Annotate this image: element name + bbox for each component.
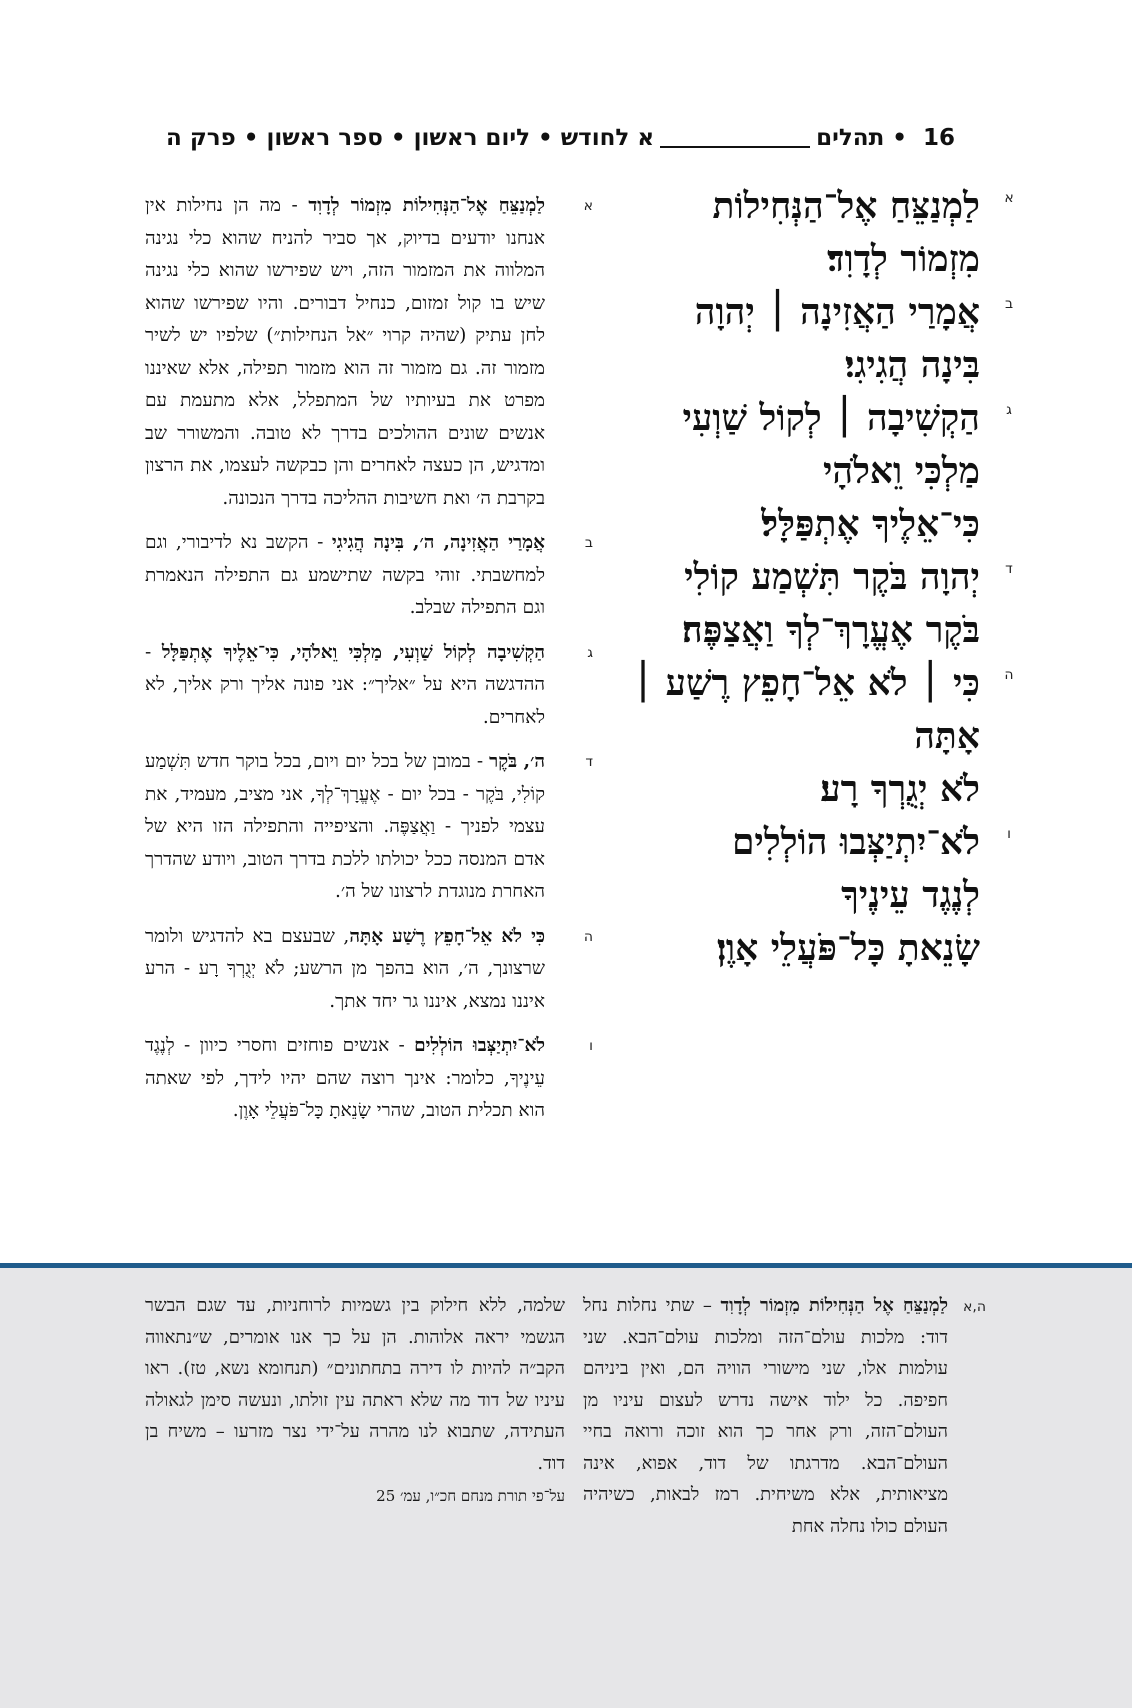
commentary-lemma: ה׳, בֹּקֶר: [489, 751, 545, 772]
psalm-text-column: [632, 180, 1014, 975]
header-month-day: א לחודש: [560, 125, 655, 151]
commentary-text: - ההדגשה היא על ״אליך״: אני פונה אליך ורק אליך, לא לאחרים.: [145, 641, 545, 728]
psalm-verse: [655, 816, 1011, 975]
verse-number: א: [583, 198, 593, 214]
insight-source: על־פי תורת מנחם חכ״ו, עמ׳ 25: [376, 1487, 565, 1505]
bullet-separator: •: [390, 125, 406, 151]
psalm-verse: [655, 551, 1013, 657]
psalm-line: כִּי ׀ לֹא אֵל־חָפֵץ רֶשַׁע ׀: [632, 662, 980, 704]
commentary-block: [145, 190, 593, 515]
commentary-block: [145, 746, 593, 909]
commentary-text: - הקשב נא לדיבורי, וגם למחשבתי. זוהי בקשה שתישמע גם התפילה הנאמרת וגם התפילה שבלב.: [145, 532, 545, 618]
commentary-block: [145, 637, 593, 735]
header-rule: [660, 128, 810, 148]
verse-number: ד: [1005, 561, 1013, 577]
header-day: ליום ראשון: [413, 125, 531, 151]
verse-number: ב: [1004, 296, 1014, 312]
commentary-lemma: אֲמָרַי הַאֲזִינָה, ה׳, בִּינָה הֲגִיגִי: [331, 532, 545, 553]
header-chapter: פרק ה: [166, 125, 236, 151]
commentary-lemma: לַמְנַצֵּחַ אֶל־הַנְּחִילוֹת מִזְמוֹר לְדָוִד: [308, 195, 545, 216]
page-number: 16: [922, 125, 955, 151]
bullet-separator: •: [892, 125, 907, 151]
running-header: [145, 118, 955, 158]
verse-number: ה: [1004, 667, 1014, 683]
insight-column-left: [145, 1290, 565, 1507]
psalm-line: אֲמָרַי הַאֲזִינָה ׀ יְהוָה: [694, 291, 980, 333]
psalm-line: לֹא־יִתְיַצְּבוּ הוֹלְלִים: [731, 821, 980, 863]
psalm-line: בֹּקֶר אֶעֱרָךְ־לְךָ וַאֲצַפֶּה׃: [681, 609, 980, 651]
psalm-verse: [655, 392, 1012, 551]
verse-number: ו: [1007, 826, 1011, 842]
psalm-line: כִּי־אֵלֶיךָ אֶתְפַּלָּל׃: [761, 503, 980, 545]
commentary-column: [145, 190, 593, 1140]
commentary-block: [145, 527, 593, 625]
psalm-verse: [632, 657, 1014, 816]
psalm-line: מַלְכִּי וֵאלֹהָי: [822, 450, 980, 492]
verse-number: א: [1004, 190, 1014, 206]
psalm-line: מִזְמוֹר לְדָוִד׃: [827, 238, 980, 280]
commentary-block: [145, 921, 593, 1019]
verse-number: ו: [589, 1038, 593, 1054]
verse-number: ג: [587, 644, 593, 661]
psalm-line: לֹא יְגֻרְךָ רָע׃: [820, 768, 980, 810]
psalm-line: לְנֶגֶד עֵינֶיךָ: [841, 874, 980, 916]
verse-number: ג: [1006, 402, 1012, 418]
header-book-section: ספר ראשון: [266, 125, 383, 151]
insight-column-right: [583, 1290, 986, 1542]
psalm-line: שָׂנֵאתָ כָּל־פֹּעֲלֵי אָוֶן׃: [716, 927, 980, 969]
commentary-text: , שבעצם בא להדגיש ולומר שרצונך, ה׳, הוא בהפך מן הרשע; לֹא יְגֻרְךָ רָע - הרע איננו נמצא, איננו גר יחד אתך.: [145, 925, 545, 1012]
commentary-text: - אנשים פוחזים וחסרי כיוון - לְנֶגֶד עֵינֶיךָ, כלומר: אינך רוצה שהם יהיו לידך, לפי שאתה הוא תכלית הטוב, שהרי שָׂנֵאתָ כָּל־פֹּעֲלֵי אָוֶן.: [145, 1035, 545, 1121]
bullet-separator: •: [538, 125, 553, 151]
commentary-lemma: כִּי לֹא אֵל־חָפֵץ רֶשַׁע אָתָּה: [349, 925, 545, 947]
bullet-separator: •: [243, 125, 259, 151]
commentary-block: [145, 1030, 593, 1128]
book-title: תהלים: [816, 125, 885, 151]
psalm-verse: [655, 286, 1014, 392]
psalm-verse: [655, 180, 1014, 286]
verse-number: ה: [583, 928, 593, 945]
psalm-line: הַקְשִׁיבָה ׀ לְקוֹל שַׁוְעִי: [682, 397, 980, 439]
commentary-text: - מה הן נחילות אין אנחנו יודעים בדיוק, אך סביר להניח שהוא כלי נגינה המלווה את המזמור הזה, ויש שפירשו שהוא כלי נגינה שיש בו קול זמזום, כנחיל דבורים. והיו שפירשו שהוא לחן עתיק (שהיה קרוי ״אל הנחילות״) שלפיו יש לשיר מזמור זה. גם מזמור זה הוא מזמור תפילה, אלא שאיננו מפרט את בעיותיו של המתפלל, אלא מתעמת עם אנשים שונים ההולכים בדרך לא טובה. והמשורר שב ומדגיש, הן כעצה לאחרים והן כבקשה לעצמו, את הרצון בקרבת ה׳ ואת חשיבות ההליכה בדרך הנכונה.: [145, 195, 545, 509]
psalm-line: לַמְנַצֵּחַ אֶל־הַנְּחִילוֹת: [712, 185, 980, 227]
insight-text: שלמה, ללא חילוק בין גשמיות לרוחניות, עד שגם הבשר הגשמי יראה אלוהות. הן על כך אנו אומרים, ש״נתאווה הקב״ה להיות לו דירה בתחתונים״ (תנחומא נשא, טז). ראו עיניו של דוד מה שלא ראתה עין זולתו, ונעשה סימן לגאולה העתידה, שתבוא לנו מהרה על־ידי נצר מזרעו – משיח בן דוד.: [145, 1295, 565, 1474]
insight-lemma: לַמְנַצֵּחַ אֶל הַנְּחִילוֹת מִזְמוֹר לְדָוִד: [720, 1295, 948, 1316]
insight-reference: ה,א: [963, 1299, 986, 1315]
insight-text: – שתי נחלות נחל דוד: מלכות עולם־הזה ומלכות עולם־הבא. שני עולמות אלו, שני מישורי הוויה הם, ואין ביניהם חפיפה. כל ילוד אישה נדרש לעצום עיניו מן העולם־הזה, ורק אחר כך הוא זוכה ורואה בחיי העולם־הבא. מדרגתו של דוד, אפוא, אינה מציאותית, אלא משיחית. רמז לבאות, כשיהיה העולם כולו נחלה אחת: [583, 1295, 948, 1537]
psalm-line: יְהוָה בֹּקֶר תִּשְׁמַע קוֹלִי: [684, 556, 980, 598]
verse-number: ד: [585, 754, 593, 770]
psalm-line: בִּינָה הֲגִיגִי׃: [844, 344, 980, 386]
commentary-lemma: הַקְשִׁיבָה לְקוֹל שַׁוְעִי, מַלְכִּי וֵאלֹהָי, כִּי־אֵלֶיךָ אֶתְפַּלָּל: [161, 641, 545, 663]
verse-number: ב: [584, 535, 593, 551]
psalm-line: אָתָּה: [914, 715, 980, 757]
commentary-text: - במובן של בכל יום ויום, בכל בוקר חדש תִּשְׁמַע קוֹלִי, בֹּקֶר - בכל יום - אֶעֱרָךְ־לְךָ, אני מציב, מעמיד, את עצמי לפניך - וַאֲצַפֶּה. והציפייה והתפילה הזו היא של אדם המנסה ככל יכולתו ללכת בדרך הטוב, ויודע שהדרך האחרת מנוגדת לרצונו של ה׳.: [145, 751, 545, 902]
commentary-lemma: לֹא־יִתְיַצְּבוּ הוֹלְלִים: [414, 1035, 545, 1056]
